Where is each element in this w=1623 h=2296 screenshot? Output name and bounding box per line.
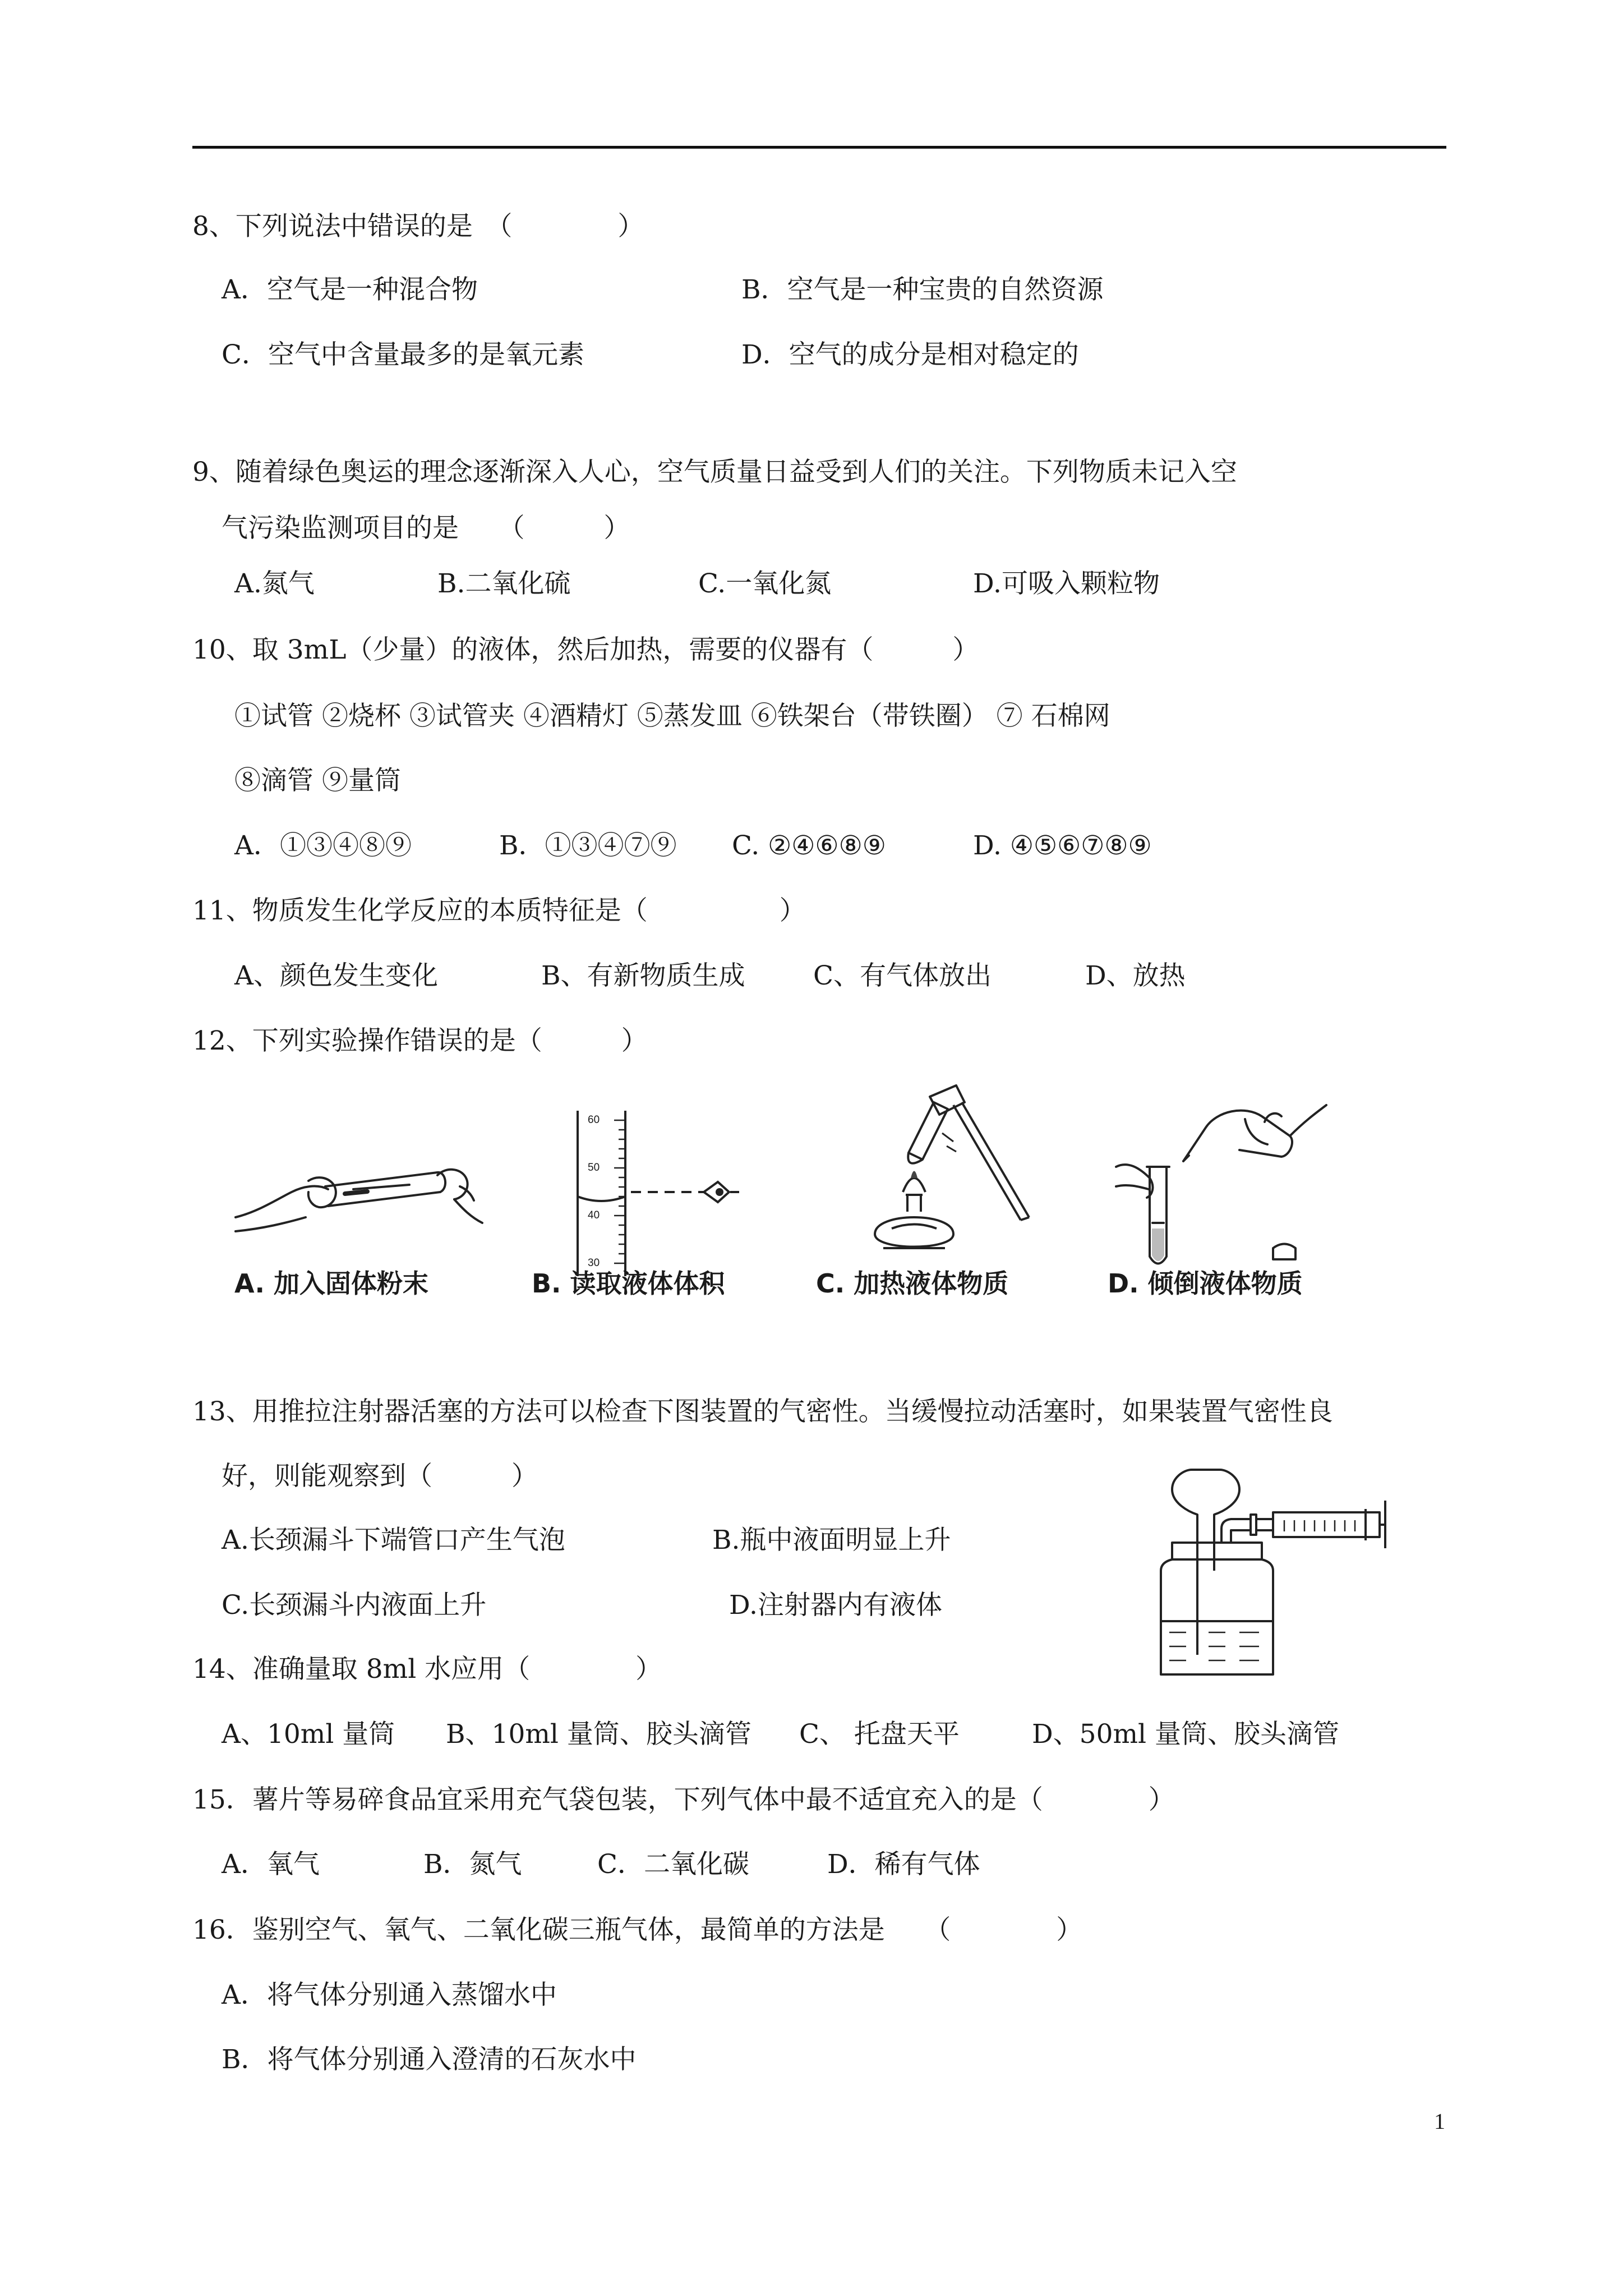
fig-c-heating-liquid	[841, 1080, 1043, 1276]
fig-d-pouring-liquid	[1105, 1088, 1335, 1273]
q14-option-b: B、10ml 量筒、胶头滴管	[446, 1719, 751, 1750]
q13-stem-line1: 13、用推拉注射器活塞的方法可以检查下图装置的气密性。当缓慢拉动活塞时，如果装置气密性良	[192, 1396, 1333, 1427]
fig-d-caption: D. 倾倒液体物质	[1108, 1268, 1303, 1299]
q16-stem: 16．鉴别空气、氧气、二氧化碳三瓶气体，最简单的方法是 （ ）	[192, 1915, 1083, 1945]
q15-option-d: D．稀有气体	[827, 1849, 980, 1880]
page-number: 1	[1434, 2109, 1445, 2134]
q9-option-c: C.一氧化氮	[698, 568, 832, 599]
q16-option-a: A．将气体分别通入蒸馏水中	[222, 1980, 557, 2010]
q13-option-b: B.瓶中液面明显上升	[712, 1525, 951, 1556]
fig-c-caption: C. 加热液体物质	[816, 1268, 1009, 1299]
q8-stem: 8、下列说法中错误的是 （ ）	[192, 211, 644, 242]
q9-option-a: A.氮气	[234, 568, 315, 599]
q10-option-d: D. ④⑤⑥⑦⑧⑨	[973, 830, 1152, 861]
q8-option-c: C．空气中含量最多的是氧元素	[222, 339, 584, 370]
q13-stem-line2: 好，则能观察到（ ）	[222, 1461, 538, 1492]
q10-apparatus-list-2: ⑧滴管 ⑨量筒	[234, 765, 401, 796]
q15-option-b: B．氮气	[423, 1849, 522, 1880]
q10-option-a: A．①③④⑧⑨	[234, 830, 412, 861]
q8-option-d: D．空气的成分是相对稳定的	[741, 339, 1079, 370]
fig-a-adding-powder	[224, 1133, 488, 1251]
q10-option-b: B．①③④⑦⑨	[499, 830, 677, 861]
q13-option-a: A.长颈漏斗下端管口产生气泡	[222, 1525, 565, 1556]
q13-option-d: D.注射器内有液体	[729, 1590, 942, 1621]
cylinder-tick-30: 30	[588, 1257, 600, 1269]
fig-airtightness-apparatus	[1150, 1453, 1408, 1677]
q8-option-b: B．空气是一种宝贵的自然资源	[741, 274, 1104, 305]
cylinder-tick-40: 40	[588, 1209, 600, 1221]
q9-option-b: B.二氧化硫	[437, 568, 571, 599]
q9-option-d: D.可吸入颗粒物	[973, 568, 1160, 599]
q12-stem: 12、下列实验操作错误的是（ ）	[192, 1025, 648, 1056]
fig-b-graduated-cylinder	[561, 1108, 751, 1279]
q15-stem: 15．薯片等易碎食品宜采用充气袋包装，下列气体中最不适宜充入的是（ ）	[192, 1784, 1175, 1815]
q9-stem-line2: 气污染监测项目的是 （ ）	[222, 513, 630, 544]
q10-option-c: C. ②④⑥⑧⑨	[732, 830, 886, 861]
fig-b-caption: B. 读取液体体积	[532, 1268, 725, 1299]
fig-a-caption: A. 加入固体粉末	[234, 1268, 428, 1299]
cylinder-tick-50: 50	[588, 1162, 600, 1174]
q8-option-a: A．空气是一种混合物	[222, 274, 478, 305]
q14-option-c: C、 托盘天平	[799, 1719, 960, 1750]
cylinder-tick-60: 60	[588, 1114, 600, 1126]
q9-stem-line1: 9、随着绿色奥运的理念逐渐深入人心，空气质量日益受到人们的关注。下列物质未记入空	[192, 457, 1237, 487]
q14-stem: 14、准确量取 8ml 水应用（ ）	[192, 1654, 662, 1685]
q10-apparatus-list-1: ①试管 ②烧杯 ③试管夹 ④酒精灯 ⑤蒸发皿 ⑥铁架台（带铁圈） ⑦ 石棉网	[234, 701, 1110, 731]
q13-option-c: C.长颈漏斗内液面上升	[222, 1590, 487, 1621]
q10-stem: 10、取 3mL（少量）的液体，然后加热，需要的仪器有（ ）	[192, 634, 979, 665]
q11-stem: 11、物质发生化学反应的本质特征是（ ）	[192, 895, 806, 926]
q11-option-b: B、有新物质生成	[541, 960, 745, 991]
q15-option-a: A．氧气	[222, 1849, 320, 1880]
q14-option-a: A、10ml 量筒	[222, 1719, 395, 1750]
q11-option-a: A、颜色发生变化	[234, 960, 438, 991]
q11-option-d: D、放热	[1085, 960, 1186, 991]
q16-option-b: B．将气体分别通入澄清的石灰水中	[222, 2044, 637, 2075]
q11-option-c: C、有气体放出	[813, 960, 992, 991]
q15-option-c: C．二氧化碳	[597, 1849, 749, 1880]
q14-option-d: D、50ml 量筒、胶头滴管	[1032, 1719, 1340, 1750]
header-rule	[192, 146, 1446, 149]
